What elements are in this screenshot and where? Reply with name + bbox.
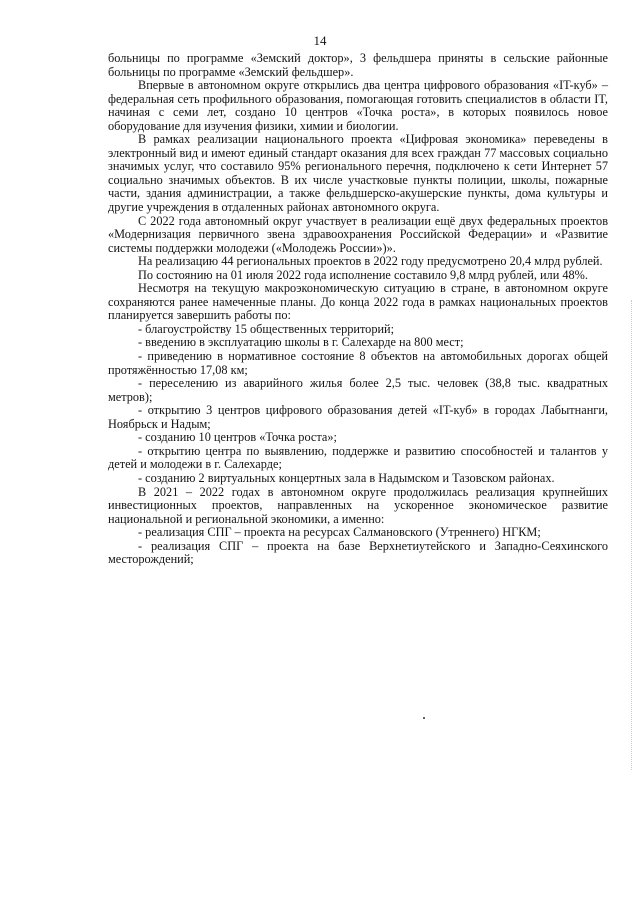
list-item-9: - реализация СПГ – проекта на ресурсах Салмановского (Утреннего) НГКМ; xyxy=(138,525,541,540)
list-item-2: - введению в эксплуатацию школы в г. Салехарде на 800 мест; xyxy=(138,335,464,350)
list-item-6: - созданию 10 центров «Точка роста»; xyxy=(138,430,337,445)
paragraph-1: больницы по программе «Земский доктор», 3 фельдшера приняты в сельские районные больницы по программе «Земский фельдшер». xyxy=(108,51,608,79)
list-item-1: - благоустройству 15 общественных территорий; xyxy=(138,321,395,336)
list-item-8: - созданию 2 виртуальных концертных зала в Надымском и Тазовском районах. xyxy=(138,470,555,485)
scan-edge-line xyxy=(631,300,633,770)
scan-speck xyxy=(423,717,425,719)
paragraph-4: С 2022 года автономный округ участвует в реализации ещё двух федеральных проектов «Модернизация первичного звена здравоохранения Российской Федерации» и «Развитие системы поддержки молодежи («Молодежь России»)». xyxy=(108,213,608,255)
paragraph-8: В 2021 – 2022 годах в автономном округе продолжилась реализация крупнейших инвестиционных проектов, направленных на ускоренное экономическое развитие национальной и региональной экономики, а именно: xyxy=(108,484,608,526)
list-item-3: - приведению в нормативное состояние 8 объектов на автомобильных дорогах общей протяжённостью 17,08 км; xyxy=(108,349,608,377)
paragraph-5: На реализацию 44 региональных проектов в 2022 году предусмотрено 20,4 млрд рублей. xyxy=(138,254,603,269)
list-item-7: - открытию центра по выявлению, поддержке и развитию способностей и талантов у детей и молодежи в г. Салехарде; xyxy=(108,443,608,472)
paragraph-6: По состоянию на 01 июля 2022 года исполнение составило 9,8 млрд рублей, или 48%. xyxy=(138,267,588,282)
list-item-5: - открытию 3 центров цифрового образования детей «IT-куб» в городах Лабытнанги, Ноябрьск и Надым; xyxy=(108,403,608,431)
paragraph-7: Несмотря на текущую макроэкономическую ситуацию в стране, в автономном округе сохраняются ранее намеченные планы. До конца 2022 года в рамках национальных проектов планируется завершить работы по: xyxy=(108,281,608,323)
paragraph-2: Впервые в автономном округе открылись два центра цифрового образования «IT-куб» – федеральная сеть профильного образования, помогающая готовить специалистов в области IT, начиная с семи лет, создано 10 центров «Точка роста», в которых появилось новое оборудование для изучения физики, химии и биологии. xyxy=(108,78,608,133)
page-number: 14 xyxy=(313,33,327,48)
paragraph-3: В рамках реализации национального проекта «Цифровая экономика» переведены в электронный вид и имеют единый стандарт оказания для всех граждан 77 массовых социально значимых услуг, что составило 95% регионального перечня, подключено к сети Интернет 57 социально значимых объектов. В их числе участковые пункты полиции, школы, пожарные части, здания администрации, а также фельдшерско-акушерские пункты, дома культуры и другие учреждения в отдаленных районах автономного округа. xyxy=(108,132,608,215)
list-item-10: - реализация СПГ – проекта на базе Верхнетиутейского и Западно-Сеяхинского месторождений; xyxy=(108,538,608,567)
list-item-4: - переселению из аварийного жилья более 2,5 тыс. человек (38,8 тыс. квадратных метров); xyxy=(108,376,608,404)
document-body xyxy=(108,52,608,567)
